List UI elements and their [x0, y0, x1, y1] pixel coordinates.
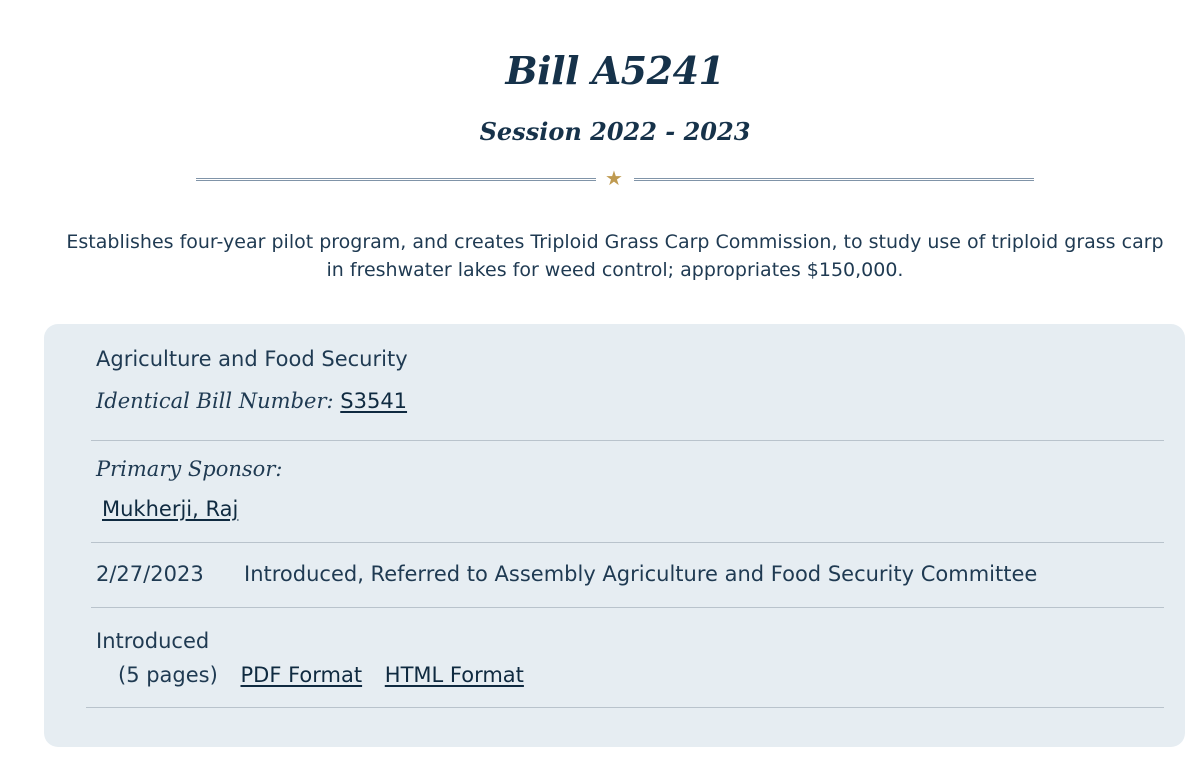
star-icon: ★ — [605, 166, 623, 190]
identical-bill-row — [96, 389, 407, 413]
section-divider — [86, 707, 1164, 708]
session-subtitle: Session 2022 - 2023 — [479, 117, 751, 146]
primary-sponsor-label: Primary Sponsor: — [96, 457, 283, 481]
pdf-format-link[interactable]: PDF Format — [240, 663, 363, 687]
action-text: Introduced, Referred to Assembly Agriculture and Food Security Committee — [244, 562, 1038, 586]
identical-bill-link[interactable]: S3541 — [340, 389, 408, 413]
sponsor-link[interactable]: Mukherji, Raj — [102, 497, 239, 521]
page-title: Bill A5241 — [505, 48, 725, 93]
committee-name: Agriculture and Food Security — [96, 347, 408, 371]
divider-line-right — [634, 178, 1034, 181]
section-divider — [91, 607, 1164, 608]
html-format-link[interactable]: HTML Format — [384, 663, 524, 687]
sponsor-row — [102, 497, 238, 521]
divider-line-left — [196, 178, 596, 181]
section-divider — [91, 440, 1164, 441]
version-label: Introduced — [96, 629, 210, 653]
action-date: 2/27/2023 — [96, 562, 204, 586]
version-links-row — [118, 663, 524, 687]
bill-details-panel — [44, 324, 1185, 747]
version-pages: (5 pages) — [118, 663, 218, 687]
section-divider — [91, 542, 1164, 543]
identical-bill-label: Identical Bill Number: — [96, 389, 334, 413]
ornament-divider — [196, 166, 1034, 190]
bill-summary: Establishes four-year pilot program, and creates Triploid Grass Carp Commission, to study use of triploid grass carp in freshwater lakes for weed control; appropriates $150,000. — [66, 231, 1164, 281]
